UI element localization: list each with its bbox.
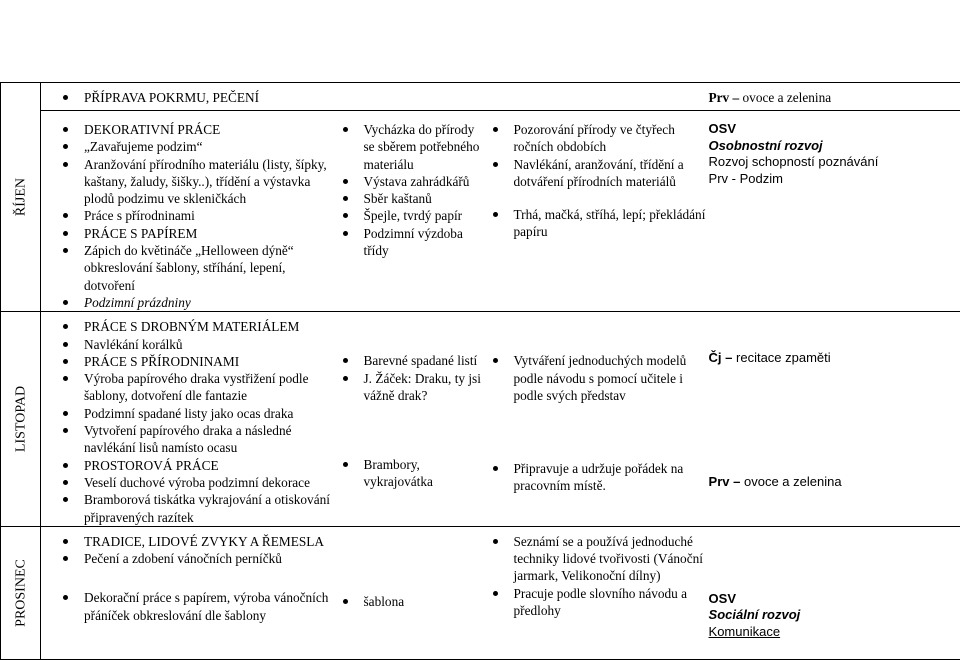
- list-item: Připravuje a udržuje pořádek na pracovním místě.: [489, 460, 709, 495]
- table-row: [1, 111, 960, 312]
- osv-topic: Sociální rozvoj: [709, 607, 960, 624]
- table-row: [1, 83, 960, 111]
- list-item: PROSTOROVÁ PRÁCE: [59, 457, 339, 474]
- links-cell: Prv – ovoce a zelenina: [709, 83, 960, 111]
- list-item: Špejle, tvrdý papír: [339, 207, 489, 224]
- list-item: Aranžování přírodního materiálu (listy, šípky, kaštany, žaludy, šišky..), třídění a výstavka plodů podzimu ve skleničkách: [59, 156, 339, 208]
- subject-prv: Prv: [709, 90, 730, 105]
- list-item: Pečení a zdobení vánočních perníčků: [59, 550, 339, 567]
- list-item: Vytvoření papírového draka a následné navlékání lisů namísto ocasu: [59, 422, 339, 457]
- list-item: Seznámí se a používá jednoduché techniky lidové tvořivosti (Vánoční jarmark, Velikonoční dílny): [489, 533, 709, 585]
- list-item: Práce s přírodninami: [59, 207, 339, 224]
- subject-cj: Čj: [709, 350, 722, 365]
- month-label-december: PROSINEC: [12, 559, 29, 627]
- osv-detail: Rozvoj schopností poznávání: [709, 154, 960, 171]
- month-cell-november: [1, 312, 41, 527]
- list-item: Barevné spadané listí: [339, 352, 489, 369]
- outcomes-cell: [489, 526, 709, 659]
- links-cell: [709, 526, 960, 659]
- list-item: PRÁCE S DROBNÝM MATERIÁLEM: [59, 318, 339, 335]
- list-item: Bramborová tiskátka vykrajování a otiskování připravených razítek: [59, 491, 339, 526]
- osv-topic: Osobnostní rozvoj: [709, 138, 960, 155]
- list-item: šablona: [339, 593, 489, 610]
- list-item: PRÁCE S PŘÍRODNINAMI: [59, 353, 339, 370]
- list-item: Vycházka do přírody se sběrem potřebného materiálu: [339, 121, 489, 173]
- subject-prv-text: ovoce a zelenina: [743, 90, 832, 105]
- list-item: Trhá, mačká, stříhá, lepí; překládání papíru: [489, 206, 709, 241]
- links-cell: Čj – recitace zpaměti Prv – ovoce a zelenina: [709, 312, 960, 527]
- month-label-november: LISTOPAD: [12, 386, 29, 452]
- activities-cell: [41, 111, 339, 312]
- list-item: Výroba papírového draka vystřižení podle šablony, dotvoření dle fantazie: [59, 370, 339, 405]
- osv-label: OSV: [709, 591, 960, 608]
- list-item: TRADICE, LIDOVÉ ZVYKY A ŘEMESLA: [59, 533, 339, 550]
- list-item: Podzimní spadané listy jako ocas draka: [59, 405, 339, 422]
- school-header: [0, 0, 960, 62]
- list-item: Navlékání, aranžování, třídění a dotváření přírodních materiálů: [489, 156, 709, 191]
- organization-cell: [339, 111, 489, 312]
- list-item: DEKORATIVNÍ PRÁCE: [59, 121, 339, 138]
- list-item: Podzimní výzdoba třídy: [339, 225, 489, 260]
- curriculum-table: [0, 82, 960, 660]
- month-cell-october: [1, 83, 41, 312]
- subject-cj-text: recitace zpaměti: [736, 350, 831, 365]
- school-motto: Učíme se navzájem: [0, 34, 958, 52]
- list-item: Výstava zahrádkářů: [339, 173, 489, 190]
- osv-detail: Komunikace: [709, 624, 960, 641]
- organization-cell: [339, 312, 489, 527]
- subject-prv-text: ovoce a zelenina: [744, 474, 842, 489]
- list-item: Vytváření jednoduchých modelů podle návodu s pomocí učitele i podle svých představ: [489, 352, 709, 404]
- list-item: Navlékání korálků: [59, 336, 339, 353]
- outcomes-cell: [489, 111, 709, 312]
- list-item: Brambory, vykrajovátka: [339, 456, 489, 491]
- list-item: Sběr kaštanů: [339, 190, 489, 207]
- school-name: Základní a mateřská škola Tichá, příspěvková organizace: [0, 0, 958, 18]
- list-item: Veselí duchové výroba podzimní dekorace: [59, 474, 339, 491]
- month-cell-december: [1, 526, 41, 659]
- list-item: Pozorování přírody ve čtyřech ročních obdobích: [489, 121, 709, 156]
- list-item: Dekorační práce s papírem, výroba vánočních přáníček obkreslování dle šablony: [59, 589, 339, 624]
- list-item: Pracuje podle slovního návodu a předlohy: [489, 585, 709, 620]
- table-row: [1, 312, 960, 527]
- links-cell: [709, 111, 960, 312]
- subject-prv: Prv: [709, 474, 730, 489]
- list-item: Zápich do květináče „Helloween dýně“ obkreslování šablony, stříhání, lepení, dotvoření: [59, 242, 339, 294]
- activities-cell: [41, 312, 339, 527]
- osv-label: OSV: [709, 121, 960, 138]
- activity-cell: [41, 83, 709, 111]
- prv-topic: Prv - Podzim: [709, 171, 960, 188]
- organization-cell: [339, 526, 489, 659]
- school-address: Tichá 282, 742 74 Tichá: [0, 17, 958, 35]
- list-item: PRÁCE S PAPÍREM: [59, 225, 339, 242]
- table-row: [1, 526, 960, 659]
- list-item: J. Žáček: Draku, ty jsi vážně drak?: [339, 370, 489, 405]
- activities-cell: [41, 526, 339, 659]
- outcomes-cell: [489, 312, 709, 527]
- month-label-october: ŘÍJEN: [12, 178, 29, 216]
- list-item: PŘÍPRAVA POKRMU, PEČENÍ: [59, 89, 709, 106]
- list-item: „Zavařujeme podzim“: [59, 138, 339, 155]
- list-item: Podzimní prázdniny: [59, 294, 339, 311]
